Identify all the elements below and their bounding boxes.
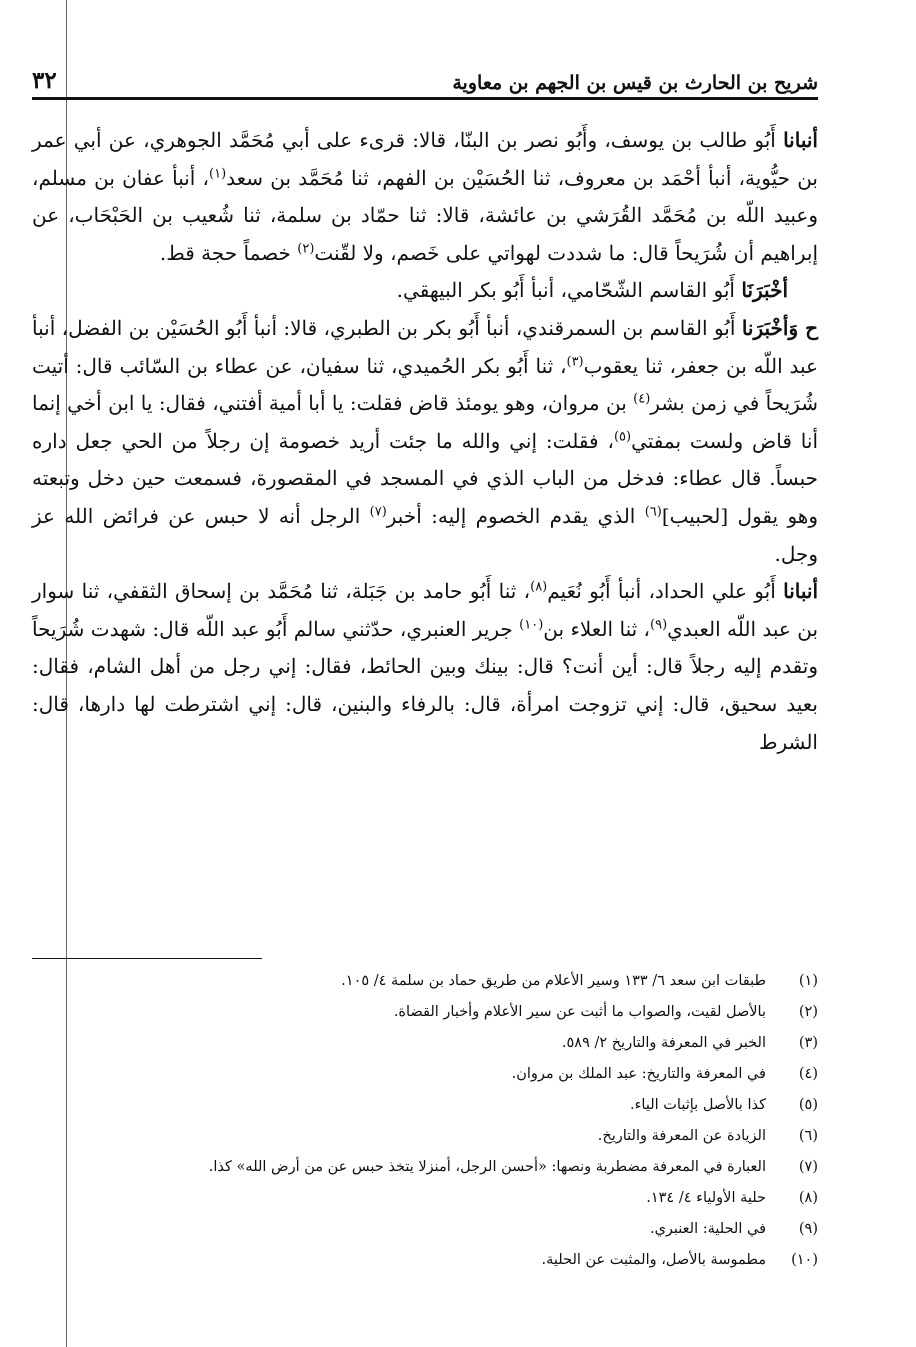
footnote: [32, 1152, 818, 1183]
text-segment: أَبُو القاسم بن السمرقندي، أنبأ أَبُو بكر بن الطبري، قالا: أنبأ أَبُو الحُسَيْن بن الفضل، أنبأ عبد اللّه بن جعفر، ثنا يعقوب: [32, 315, 818, 378]
footnote-ref: (٧): [369, 504, 387, 520]
footnote-text: كذا بالأصل بإثبات الياء.: [630, 1097, 766, 1113]
text-segment: ، فقلت: إني والله ما جئت أريد خصومة إن رجلاً من الحي جعل داره حبساً. قال عطاء: فدخل من الباب الذي في المسجد في المقصورة، فسمعت حين دخل وتبعته وهو يقول [لحبيب]: [32, 428, 818, 528]
footnote-text: طبقات ابن سعد ٦/ ١٣٣ وسير الأعلام من طريق حماد بن سلمة ٤/ ١٠٥.: [341, 973, 766, 989]
paragraph: [32, 573, 818, 761]
footnote: [32, 1183, 818, 1214]
paragraph-lead: ح وَأخْبَرَنا: [741, 315, 819, 340]
footnote-number: (٦): [798, 1128, 818, 1144]
footnote-separator: [32, 958, 262, 959]
paragraph-lead: أخْبَرَنَا: [741, 278, 788, 303]
footnote-number: (١٠): [791, 1252, 818, 1268]
footnote: [32, 1059, 818, 1090]
footnote-number: (١): [798, 973, 818, 989]
footnote-number: (٩): [798, 1221, 818, 1237]
paragraph: [32, 272, 818, 310]
running-title: شريح بن الحارث بن قيس بن الجهم بن معاوية: [452, 72, 818, 94]
footnote-number: (٥): [798, 1097, 818, 1113]
header-rule: [32, 97, 818, 100]
footnote-text: مطموسة بالأصل، والمثبت عن الحلية.: [541, 1252, 766, 1268]
paragraph-lead: أنبانا: [783, 579, 819, 604]
text-segment: أَبُو القاسم الشّحّامي، أنبأ أَبُو بكر البيهقي.: [396, 278, 735, 303]
footnote-text: العبارة في المعرفة مضطربة ونصها: «أحسن الرجل، أمنزلا يتخذ حبس عن من أرض الله» كذا.: [208, 1159, 766, 1175]
text-segment: ، ثنا أَبُو بكر الحُميدي، ثنا سفيان، عن عطاء بن السّائب قال: أتيت شُرَيحاً في زمن بشر: [32, 353, 818, 416]
text-segment: ، ثنا أَبُو حامد بن جَبَلة، ثنا مُحَمَّد بن إسحاق الثقفي، ثنا سوار بن عبد اللّه العبدي: [32, 579, 819, 641]
footnote-ref: (٣): [566, 353, 584, 369]
footnote-ref: (٦): [644, 504, 662, 520]
paragraph-lead: أنبانا: [783, 128, 818, 152]
page-number: ٣٢: [32, 67, 57, 94]
text-segment: خصماً حجة قط.: [159, 240, 298, 265]
footnote-number: (٨): [798, 1190, 818, 1206]
footnote-ref: (٤): [633, 391, 651, 407]
text-segment: أَبُو طالب بن يوسف، وأَبُو نصر بن البنّا، قالا: قرىء على أبي مُحَمَّد الجوهري، عن أبي عمر بن حيُّوية، أنبأ أحْمَد بن معروف، ثنا الحُسَيْن بن الفهم، ثنا مُحَمَّد بن سعد: [32, 128, 818, 190]
footnote: [32, 1245, 818, 1276]
footnote-text: الخبر في المعرفة والتاريخ ٢/ ٥٨٩.: [561, 1035, 766, 1051]
footnote-ref: (٩): [650, 617, 668, 633]
footnote-ref: (١): [209, 165, 227, 181]
text-segment: الذي يقدم الخصوم إليه: أخبر: [386, 503, 645, 528]
footnote-number: (٣): [798, 1035, 818, 1051]
footnote-ref: (٢): [297, 241, 315, 257]
footnote-number: (٤): [798, 1066, 818, 1082]
text-segment: ، ثنا العلاء بن: [543, 616, 650, 641]
paragraph: [32, 310, 818, 573]
footnote-text: الزيادة عن المعرفة والتاريخ.: [597, 1128, 766, 1144]
footnote: [32, 966, 818, 997]
footnote: [32, 997, 818, 1028]
text-segment: جرير العنبري، حدّثني سالم أَبُو عبد اللّه قال: شهدت شُرَيحاً وتقدم إليه رجلاً قال: أين أنت؟ قال: بينك وبين الحائط، فقال: إني رجل من أهل الشام، فقال: بعيد سحيق، قال: إني تزوجت امرأة، قال: بالرفاء والبنين، قال: إني اشترطت لها دارها، قال: الشرط: [32, 616, 818, 754]
footnote: [32, 1090, 818, 1121]
footnote-ref: (٨): [530, 579, 548, 595]
book-page: [32, 58, 818, 1338]
text-segment: بن مروان، وهو يومئذ قاض فقلت: يا أبا أمية أفتني، فقال: يا ابن أخي إنما أنا قاض ولست بمفتي: [32, 391, 818, 453]
main-text: [32, 122, 818, 761]
footnote-number: (٧): [798, 1159, 818, 1175]
footnote-text: في المعرفة والتاريخ: عبد الملك بن مروان.: [511, 1066, 766, 1082]
paragraph: [32, 122, 818, 272]
page-header: [32, 58, 818, 94]
text-segment: ، أنبأ عفان بن مسلم، وعبيد اللّه بن مُحَمَّد القُرَشي بن عائشة، قالا: ثنا حمّاد بن سلمة، ثنا شُعيب بن الحَبْحَاب، عن إبراهيم أن شُرَيحاً قال: ما شددت لهواتي على خَصم، ولا لقّنت: [32, 165, 818, 265]
footnote: [32, 1121, 818, 1152]
footnotes: [32, 966, 818, 1276]
footnote: [32, 1214, 818, 1245]
footnote-text: بالأصل لقيت، والصواب ما أثبت عن سير الأعلام وأخبار القضاة.: [393, 1004, 766, 1020]
footnote-text: في الحلية: العنبري.: [649, 1221, 766, 1237]
text-segment: أَبُو علي الحداد، أنبأ أَبُو نُعَيم: [547, 579, 776, 604]
footnote-ref: (١٠): [519, 617, 544, 633]
footnote-text: حلية الأولياء ٤/ ١٣٤.: [646, 1190, 766, 1206]
footnote: [32, 1028, 818, 1059]
text-segment: الرجل أنه لا حبس عن فرائض الله عز وجل.: [32, 503, 818, 566]
footnote-number: (٢): [798, 1004, 818, 1020]
footnote-ref: (٥): [613, 429, 632, 445]
